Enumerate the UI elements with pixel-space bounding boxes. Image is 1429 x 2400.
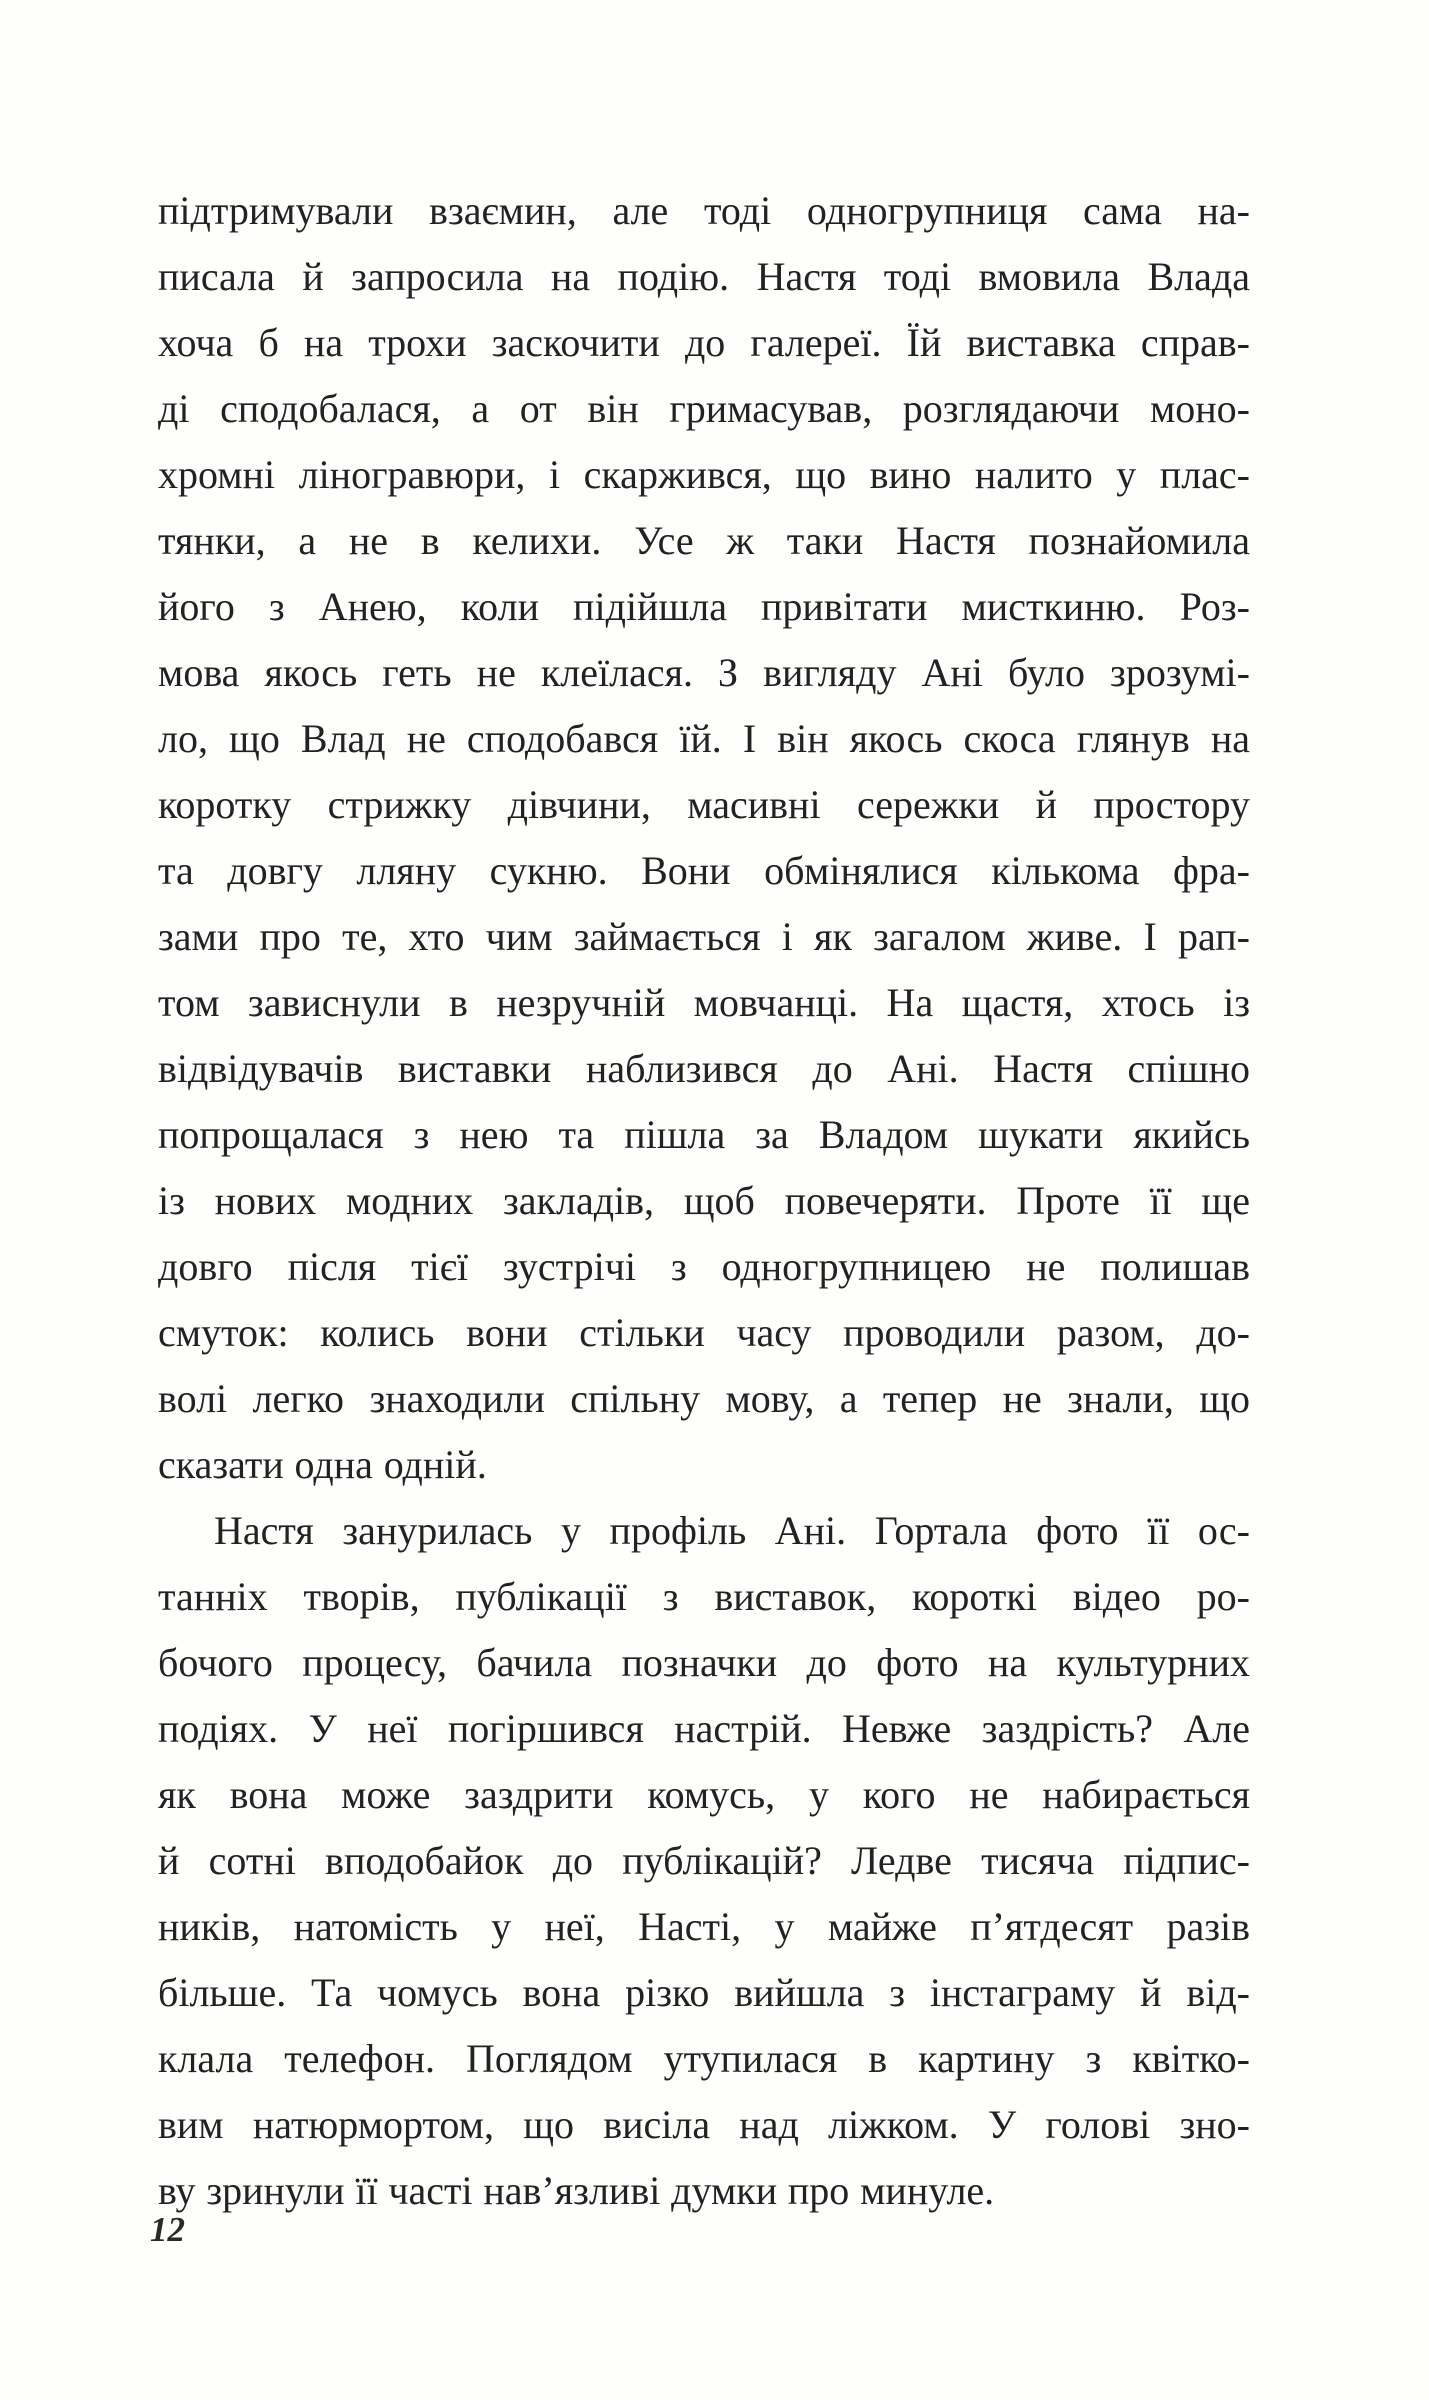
text-line: довго після тієї зустрічі з одногрупницею не полишав [158, 1244, 1250, 1289]
text-line: писала й запросила на подію. Настя тоді вмовила Влада [158, 254, 1250, 299]
text-line: й сотні вподобайок до публікацій? Ледве тисяча підпис- [158, 1838, 1250, 1883]
text-line: ло, що Влад не сподобався їй. І він якось скоса глянув на [158, 716, 1250, 761]
text-line: клала телефон. Поглядом утупилася в картину з квітко- [158, 2036, 1250, 2081]
text-line: танніх творів, публікації з виставок, короткі відео ро- [158, 1574, 1250, 1619]
text-line: хоча б на трохи заскочити до галереї. Їй виставка справ- [158, 320, 1250, 365]
text-line: ву зринули її часті нав’язливі думки про минуле. [158, 2168, 995, 2213]
text-line: зами про те, хто чим займається і як загалом живе. І рап- [158, 914, 1250, 959]
text-line: сказати одна одній. [158, 1442, 487, 1487]
text-line: попрощалася з нею та пішла за Владом шукати якийсь [158, 1112, 1250, 1157]
text-line: коротку стрижку дівчини, масивні сережки й простору [158, 782, 1250, 827]
text-line: волі легко знаходили спільну мову, а тепер не знали, що [158, 1376, 1250, 1421]
text-line: його з Анею, коли підійшла привітати мисткиню. Роз- [158, 584, 1250, 629]
text-line: бочого процесу, бачила позначки до фото на культурних [158, 1640, 1250, 1685]
paragraph [158, 1498, 1250, 2224]
text-block [158, 178, 1250, 2224]
text-line: Настя занурилась у профіль Ані. Гортала фото її ос- [214, 1508, 1250, 1553]
text-line: тянки, а не в келихи. Усе ж таки Настя познайомила [158, 518, 1250, 563]
text-line: вим натюрмортом, що висіла над ліжком. У голові зно- [158, 2102, 1250, 2147]
text-line: із нових модних закладів, щоб повечеряти. Проте її ще [158, 1178, 1250, 1223]
text-line: та довгу лляну сукню. Вони обмінялися кількома фра- [158, 848, 1250, 893]
text-line: ників, натомість у неї, Насті, у майже п’ятдесят разів [158, 1904, 1250, 1949]
text-line: смуток: колись вони стільки часу проводили разом, до- [158, 1310, 1250, 1355]
text-line: хромні ліногравюри, і скаржився, що вино налито у плас- [158, 452, 1250, 497]
text-line: як вона може заздрити комусь, у кого не набирається [158, 1772, 1250, 1817]
text-line: том зависнули в незручній мовчанці. На щастя, хтось із [158, 980, 1250, 1025]
text-line: мова якось геть не клеїлася. З вигляду Ані було зрозумі- [158, 650, 1250, 695]
text-line: більше. Та чомусь вона різко вийшла з інстаграму й від- [158, 1970, 1250, 2015]
text-line: ді сподобалася, а от він гримасував, розглядаючи моно- [158, 386, 1250, 431]
text-line: підтримували взаємин, але тоді одногрупниця сама на- [158, 188, 1250, 233]
text-line: подіях. У неї погіршився настрій. Невже заздрість? Але [158, 1706, 1250, 1751]
paragraph [158, 178, 1250, 1498]
text-line: відвідувачів виставки наблизився до Ані. Настя спішно [158, 1046, 1250, 1091]
page-number: 12 [150, 2210, 185, 2249]
